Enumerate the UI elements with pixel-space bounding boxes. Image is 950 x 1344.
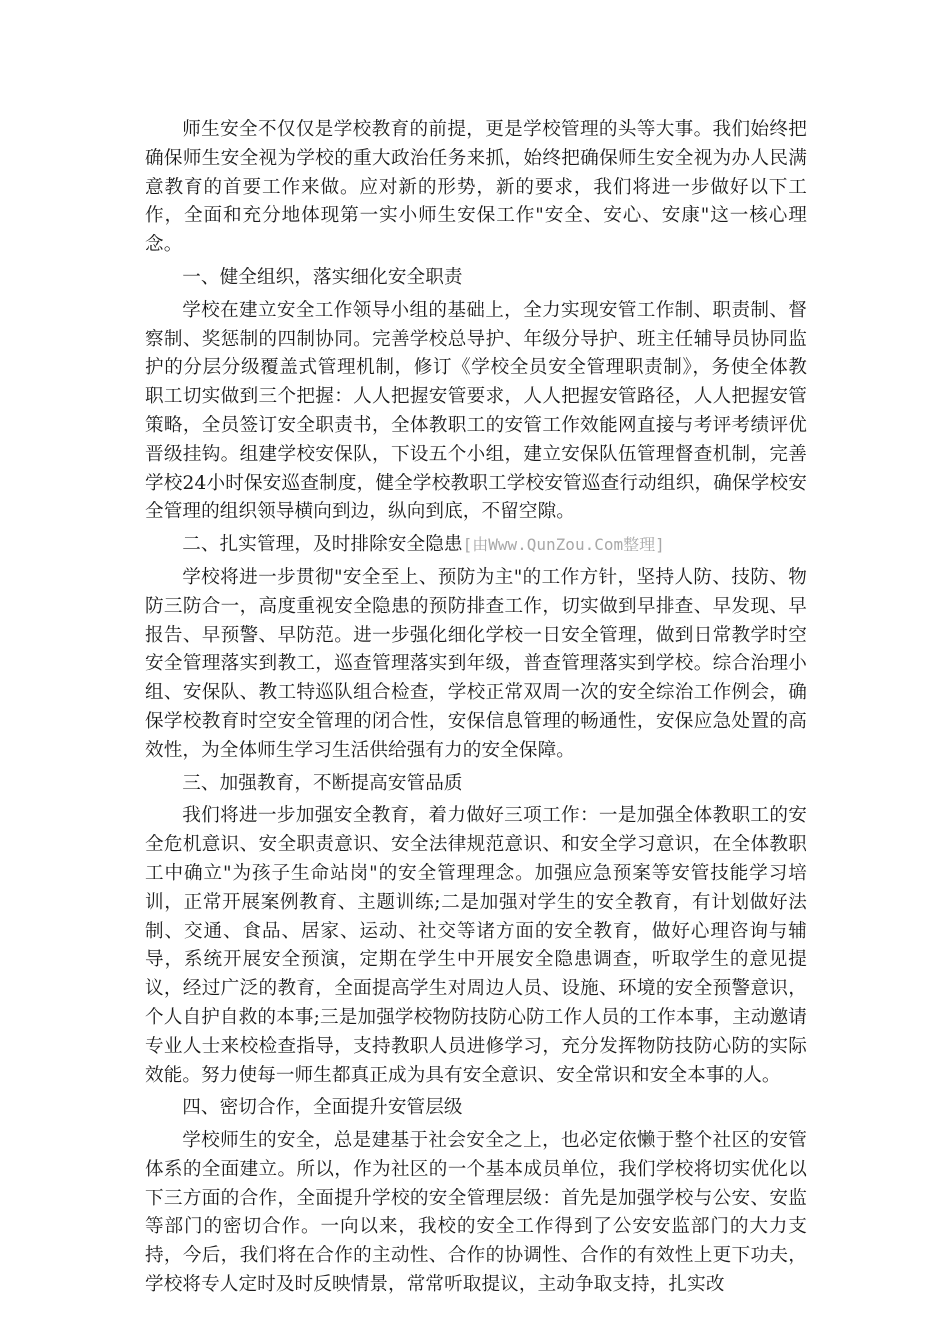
section-2-heading: 二、扎实管理，及时排除安全隐患 (182, 534, 463, 556)
section-4-body: 学校师生的安全，总是建基于社会安全之上，也必定依懒于整个社区的安管体系的全面建立。所以，作为社区的一个基本成员单位，我们学校将切实优化以下三方面的合作，全面提升学校的安全管理层级：首先是加强学校与公安、安监等部门的密切合作。一向以来，我校的安全工作得到了公安安监部门的大力支持，今后，我们将在合作的主动性、合作的协调性、合作的有效性上更下功夫，学校将专人定时及时反映情景，常常听取提议，主动争取支持，扎实改 (145, 1130, 807, 1296)
section-3-body: 我们将进一步加强安全教育，着力做好三项工作：一是加强全体教职工的安全危机意识、安全职责意识、安全法律规范意识、和安全学习意识，在全体教职工中确立"为孩子生命站岗"的安全管理理念。加强应急预案等安管技能学习培训，正常开展案例教育、主题训练;二是加强对学生的安全教育，有计划做好法制、交通、食品、居家、运动、社交等诸方面的安全教育，做好心理咨询与辅导，系统开展安全预演，定期在学生中开展安全隐患调查，听取学生的意见提议，经过广泛的教育，全面提高学生对周边人员、设施、环境的安全预警意识，个人自护自救的本事;三是加强学校物防技防心防工作人员的工作本事，主动邀请专业人士来校检查指导，支持教职人员进修学习，充分发挥物防技防心防的实际效能。努力使每一师生都真正成为具有安全意识、安全常识和安全本事的人。 (145, 805, 807, 1086)
section-3-heading: 三、加强教育，不断提高安管品质 (182, 772, 463, 794)
source-watermark: [由Www.QunZou.Com整理] (462, 535, 665, 555)
section-4-heading: 四、密切合作，全面提升安管层级 (182, 1097, 463, 1119)
intro-paragraph: 师生安全不仅仅是学校教育的前提，更是学校管理的头等大事。我们始终把确保师生安全视为学校的重大政治任务来抓，始终把确保师生安全视为办人民满意教育的首要工作来做。应对新的形势，新的要求，我们将进一步做好以下工作，全面和充分地体现第一实小师生安保工作"安全、安心、安康"这一核心理念。 (145, 119, 807, 256)
section-1-heading: 一、健全组织，落实细化安全职责 (182, 266, 463, 288)
section-2-body: 学校将进一步贯彻"安全至上、预防为主"的工作方针，坚持人防、技防、物防三防合一，高度重视安全隐患的预防排查工作，切实做到早排查、早发现、早报告、早预警、早防范。进一步强化细化学校一日安全管理，做到日常教学时空安全管理落实到教工，巡查管理落实到年级，普查管理落实到学校。综合治理小组、安保队、教工特巡队组合检查，学校正常双周一次的安全综治工作例会，确保学校教育时空安全管理的闭合性，安保信息管理的畅通性，安保应急处置的高效性，为全体师生学习生活供给强有力的安全保障。 (145, 566, 807, 761)
section-2-heading-line (145, 531, 807, 560)
section-1-body: 学校在建立安全工作领导小组的基础上，全力实现安管工作制、职责制、督察制、奖惩制的四制协同。完善学校总导护、年级分导护、班主任辅导员协同监护的分层分级覆盖式管理机制，修订《学校全员安全管理职责制》，务使全体教职工切实做到三个把握：人人把握安管要求，人人把握安管路径，人人把握安管策略，全员签订安全职责书，全体教职工的安管工作效能网直接与考评考绩评优晋级挂钩。组建学校安保队，下设五个小组，建立安保队伍管理督查机制，完善学校24小时保安巡查制度，健全学校教职工学校安管巡查行动组织，确保学校安全管理的组织领导横向到边，纵向到底，不留空隙。 (145, 299, 807, 523)
document-page (145, 116, 807, 1304)
